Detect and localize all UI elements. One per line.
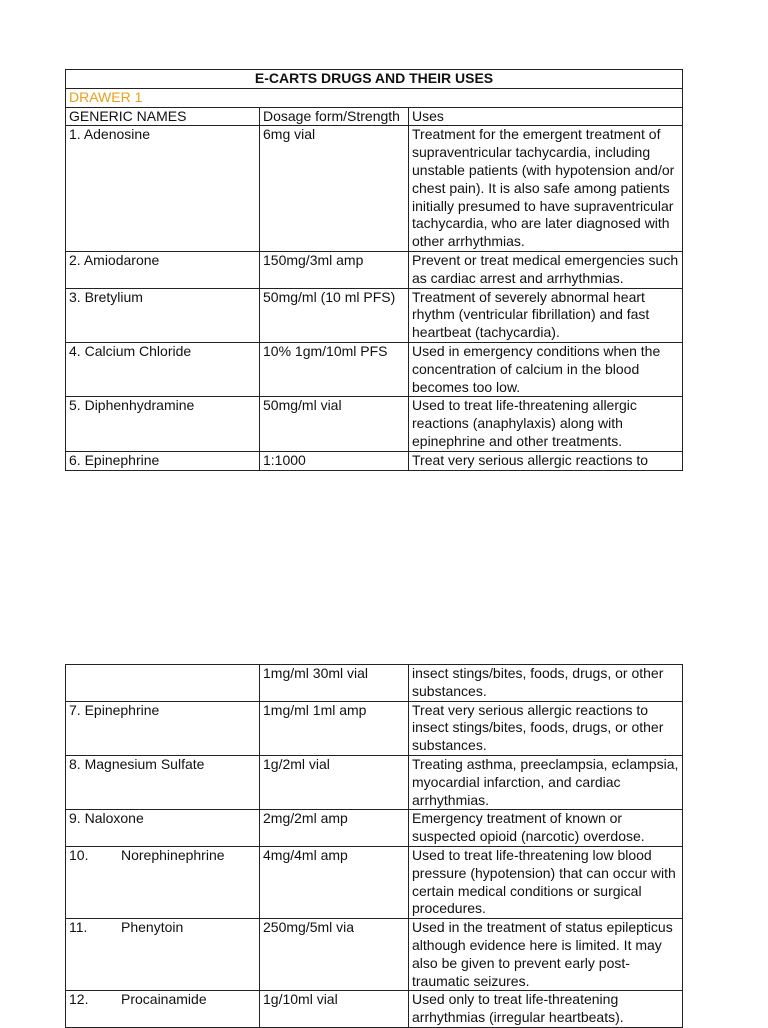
row-number: 4. [69,342,81,359]
drugs-table-page2 [65,664,683,1028]
table-row [66,397,683,451]
table-row [66,288,683,342]
row-number: 8. [69,755,81,772]
row-number: 5. [69,397,81,414]
uses-cell: Used to treat life-threatening low blood pressure (hypotension) that can occur with certain medical conditions or surgical procedures. [409,846,683,918]
dosage-cell: 50mg/ml vial [260,397,409,451]
drug-name-cell [66,342,260,396]
table-row [66,342,683,396]
drug-name-cell [66,846,260,918]
drug-name-cell [66,251,260,288]
row-number: 9. [69,810,81,827]
continuation-dosage: 1mg/ml 30ml vial [260,665,409,702]
uses-cell: Prevent or treat medical emergencies such as cardiac arrest and arrhythmias. [409,251,683,288]
drug-name: Epinephrine [84,701,160,718]
uses-cell: Emergency treatment of known or suspected opioid (narcotic) overdose. [409,810,683,847]
uses-cell: Used in the treatment of status epilepticus although evidence here is limited. It may also be given to prevent early post-traumatic seizures. [409,919,683,991]
dosage-cell: 150mg/3ml amp [260,251,409,288]
drug-name: Naloxone [84,810,144,827]
table-title: E-CARTS DRUGS AND THEIR USES [66,70,683,89]
dosage-cell: 1:1000 [260,451,409,470]
continuation-uses: insect stings/bites, foods, drugs, or other substances. [409,665,683,702]
drawer-label: DRAWER 1 [66,88,683,107]
drug-name: Diphenhydramine [84,397,195,414]
drugs-table-page1 [65,69,683,471]
table-row [66,755,683,809]
uses-cell: Treatment of severely abnormal heart rhythm (ventricular fibrillation) and fast heartbeat (tachycardia). [409,288,683,342]
dosage-cell: 1mg/ml 1ml amp [260,701,409,755]
uses-cell: Treatment for the emergent treatment of supraventricular tachycardia, including unstable patients (with hypotension and/or chest pain). It is also safe among patients initially presumed to have supraventricular tachycardia, who are later diagnosed with other arrhythmias. [409,126,683,252]
uses-cell: Used to treat life-threatening allergic reactions (anaphylaxis) along with epinephrine and other treatments. [409,397,683,451]
drug-name-cell [66,755,260,809]
drug-name-cell [66,397,260,451]
table1-body [66,126,683,470]
continuation-name-cell [66,665,260,702]
drug-name: Adenosine [83,126,150,143]
uses-cell: Treat very serious allergic reactions to insect stings/bites, foods, drugs, or other substances. [409,701,683,755]
row-number: 12. [69,991,89,1008]
row-number: 7. [69,701,81,718]
uses-cell: Treat very serious allergic reactions to [409,451,683,470]
header-row [66,107,683,126]
drug-name: Bretylium [84,288,143,305]
table-row [66,701,683,755]
drug-name-cell [66,451,260,470]
drug-name-cell [66,991,260,1028]
table-row [66,991,683,1028]
drug-name: Epinephrine [84,451,160,468]
dosage-cell: 4mg/4ml amp [260,846,409,918]
row-number: 3. [69,288,81,305]
uses-cell: Treating asthma, preeclampsia, eclampsia, myocardial infarction, and cardiac arrhythmias. [409,755,683,809]
uses-cell: Used in emergency conditions when the concentration of calcium in the blood becomes too low. [409,342,683,396]
drug-name: Phenytoin [121,919,184,936]
dosage-cell: 10% 1gm/10ml PFS [260,342,409,396]
dosage-cell: 1g/2ml vial [260,755,409,809]
table-row [66,451,683,470]
drug-name-cell [66,810,260,847]
dosage-cell: 1g/10ml vial [260,991,409,1028]
dosage-cell: 6mg vial [260,126,409,252]
table-row [66,810,683,847]
title-row [66,70,683,89]
row-number: 2. [69,251,81,268]
dosage-cell: 50mg/ml (10 ml PFS) [260,288,409,342]
header-generic-names: GENERIC NAMES [66,107,260,126]
table-row [66,251,683,288]
table2-body [66,701,683,1027]
row-number: 6. [69,451,81,468]
drug-name: Norephinephrine [121,846,225,863]
drug-name: Procainamide [121,991,207,1008]
header-dosage: Dosage form/Strength [260,107,409,126]
table-row [66,846,683,918]
drug-name-cell [66,288,260,342]
table-row [66,919,683,991]
drug-name: Amiodarone [83,251,160,268]
row-number: 10. [69,846,89,863]
table-row [66,126,683,252]
row-number: 1. [69,126,81,143]
drug-name-cell [66,701,260,755]
drawer-row [66,88,683,107]
header-uses: Uses [409,107,683,126]
uses-cell: Used only to treat life-threatening arrhythmias (irregular heartbeats). [409,991,683,1028]
continuation-row [66,665,683,702]
dosage-cell: 250mg/5ml via [260,919,409,991]
drug-name: Calcium Chloride [84,342,192,359]
drug-name: Magnesium Sulfate [84,755,205,772]
drug-name-cell [66,126,260,252]
drug-name-cell [66,919,260,991]
dosage-cell: 2mg/2ml amp [260,810,409,847]
row-number: 11. [69,919,88,936]
